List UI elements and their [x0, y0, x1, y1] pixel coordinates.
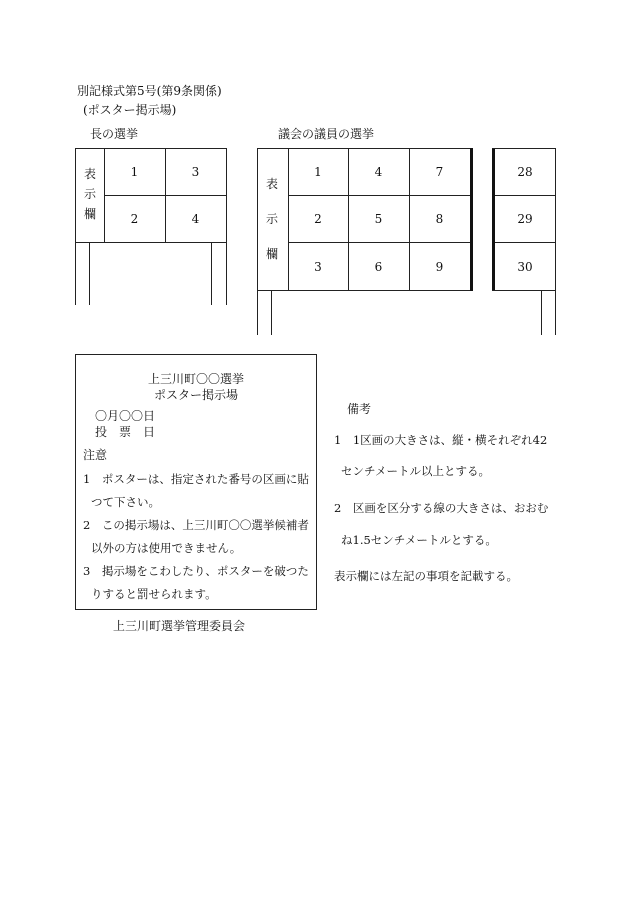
left-panel-label-char: 示 [84, 187, 97, 201]
right-slot-number: 9 [435, 260, 444, 274]
left-board-leg [75, 243, 76, 305]
notice-note-3-cont: りすると罰せられます。 [91, 587, 217, 601]
right-slot-number: 8 [435, 212, 444, 226]
notice-note-3: 3 掲示場をこわしたり、ポスターを破つた [83, 564, 309, 578]
right-board-leg [555, 290, 556, 335]
remark-2-cont: ね1.5センチメートルとする。 [341, 533, 497, 547]
remarks-heading: 備考 [347, 402, 372, 416]
left-panel-label-char: 欄 [84, 207, 97, 221]
form-subtitle: (ポスター掲示場) [83, 103, 177, 117]
notice-title-line2: ポスター掲示場 [153, 388, 238, 402]
remark-2: 2 区画を区分する線の大きさは、おおむ [334, 501, 549, 515]
form-title: 別記様式第5号(第9条関係) [77, 84, 222, 98]
right-board-label: 議会の議員の選挙 [278, 127, 375, 141]
notice-notes-heading: 注意 [83, 448, 108, 462]
right-slot-number: 7 [435, 165, 444, 179]
notice-note-1: 1 ポスターは、指定された番号の区画に貼 [83, 472, 309, 486]
notice-note-2-cont: 以外の方は使用できません。 [91, 541, 242, 555]
right-slot-number: 1 [314, 165, 322, 179]
left-board-label: 長の選挙 [90, 127, 139, 141]
right-slot-number: 29 [517, 212, 533, 226]
right-panel-label-char: 欄 [266, 247, 279, 261]
notice-note-2: 2 この掲示場は、上三川町〇〇選挙候補者 [83, 518, 309, 532]
left-slot-number: 1 [130, 165, 139, 179]
right-slot-number: 2 [314, 212, 322, 226]
left-board-leg [226, 243, 227, 305]
right-slot-number: 6 [374, 260, 383, 274]
notice-date: 〇月〇〇日 [95, 409, 156, 423]
left-slot-number: 2 [130, 212, 139, 226]
left-slot-number: 3 [191, 165, 200, 179]
right-board-leg [271, 290, 272, 335]
notice-issuer: 上三川町選挙管理委員会 [113, 619, 246, 633]
right-slot-number: 5 [374, 212, 383, 226]
right-panel-label-char: 示 [266, 212, 279, 226]
right-slot-number: 30 [517, 260, 533, 274]
left-board-leg [211, 243, 212, 305]
right-board-leg [541, 290, 542, 335]
left-panel-label-char: 表 [84, 167, 97, 181]
right-board-leg [257, 290, 258, 335]
right-panel-label-char: 表 [266, 177, 279, 191]
remark-1: 1 1区画の大きさは、縦・横それぞれ42 [334, 433, 548, 447]
remark-3: 表示欄には左記の事項を記載する。 [334, 569, 518, 583]
right-slot-number: 28 [517, 165, 533, 179]
remark-1-cont: センチメートル以上とする。 [341, 464, 491, 478]
notice-voting-day: 投 票 日 [95, 425, 156, 439]
notice-title-line1: 上三川町〇〇選挙 [147, 372, 244, 386]
notice-note-1-cont: つて下さい。 [91, 495, 160, 509]
right-slot-number: 4 [374, 165, 383, 179]
left-slot-number: 4 [191, 212, 200, 226]
left-board-leg [89, 243, 90, 305]
break-line [470, 148, 473, 291]
right-slot-number: 3 [314, 260, 322, 274]
